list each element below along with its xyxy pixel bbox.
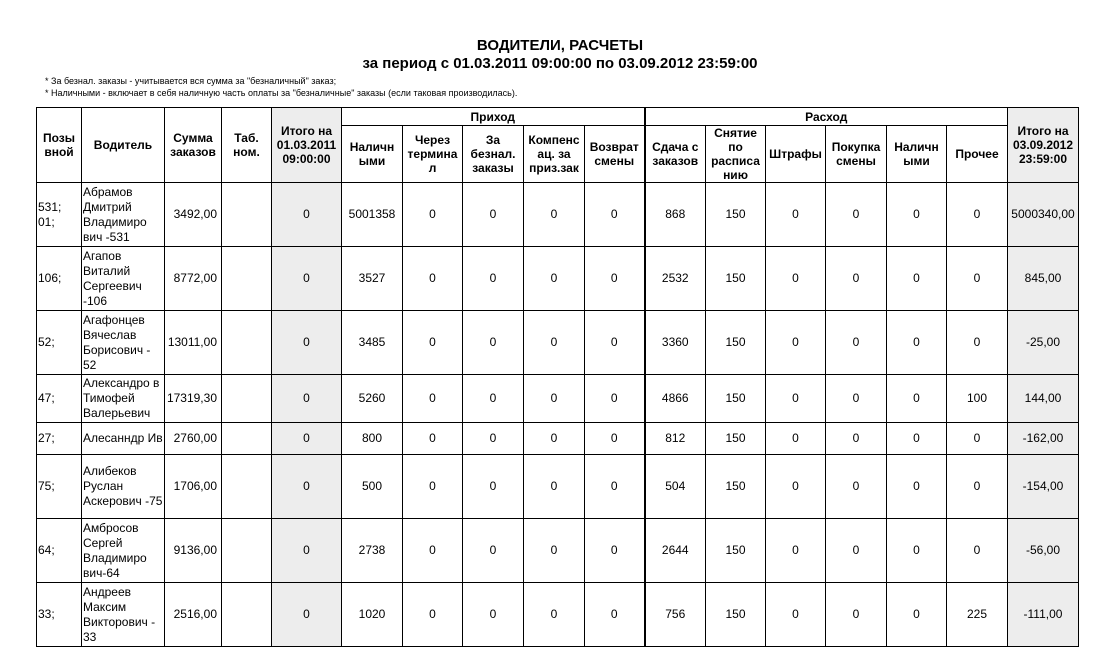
cell-noncash: 0 [463,519,524,583]
cell-closing: 5000340,00 [1008,183,1079,247]
cell-tab [222,311,272,375]
report-note-2: * Наличными - включает в себя наличную часть оплаты за "безналичные" заказы (если таковая производилась). [45,88,518,98]
cell-sum: 9136,00 [165,519,222,583]
cell-terminal: 0 [403,375,463,423]
cell-terminal: 0 [403,455,463,519]
cell-compensation: 0 [524,455,585,519]
cell-closing: -25,00 [1008,311,1079,375]
cell-driver: Александро в Тимофей Валерьевич [82,375,165,423]
cell-cash: 3527 [342,247,403,311]
cell-shift-purchase: 0 [826,311,887,375]
header-terminal: Через термина л [403,126,463,183]
header-group-expense: Расход [645,108,1008,126]
cell-sum: 3492,00 [165,183,222,247]
cell-fines: 0 [766,455,826,519]
header-opening: Итого на 01.03.2011 09:00:00 [272,108,342,183]
cell-order-handover: 504 [645,455,706,519]
cell-sum: 2516,00 [165,583,222,647]
header-cash-out: Наличн ыми [887,126,947,183]
table-row [37,183,1079,247]
cell-closing: -111,00 [1008,583,1079,647]
header-driver: Водитель [82,108,165,183]
cell-tab [222,455,272,519]
cell-other: 0 [947,183,1008,247]
header-compensation: Компенс ац. за приз.зак [524,126,585,183]
header-schedule: Снятие по расписа нию [706,126,766,183]
cell-opening: 0 [272,423,342,455]
cell-refund: 0 [585,455,645,519]
cell-refund: 0 [585,423,645,455]
cell-compensation: 0 [524,519,585,583]
cell-tab [222,519,272,583]
cell-pos: 531; 01; [37,183,82,247]
cell-other: 100 [947,375,1008,423]
cell-other: 0 [947,247,1008,311]
cell-terminal: 0 [403,583,463,647]
cell-compensation: 0 [524,311,585,375]
cell-sum: 8772,00 [165,247,222,311]
cell-order-handover: 2532 [645,247,706,311]
cell-other: 0 [947,455,1008,519]
cell-other: 0 [947,519,1008,583]
cell-noncash: 0 [463,375,524,423]
cell-cash: 3485 [342,311,403,375]
table-row [37,583,1079,647]
cell-compensation: 0 [524,583,585,647]
cell-pos: 47; [37,375,82,423]
cell-refund: 0 [585,247,645,311]
cell-closing: -154,00 [1008,455,1079,519]
cell-sum: 13011,00 [165,311,222,375]
table-row [37,423,1079,455]
cell-order-handover: 4866 [645,375,706,423]
cell-terminal: 0 [403,423,463,455]
cell-closing: -56,00 [1008,519,1079,583]
cell-fines: 0 [766,583,826,647]
cell-other: 0 [947,423,1008,455]
cell-opening: 0 [272,247,342,311]
cell-tab [222,375,272,423]
cell-driver: Алибеков Руслан Аскерович -75 [82,455,165,519]
cell-cash-out: 0 [887,311,947,375]
cell-schedule: 150 [706,183,766,247]
cell-other: 225 [947,583,1008,647]
cell-pos: 52; [37,311,82,375]
cell-tab [222,183,272,247]
table-row [37,455,1079,519]
cell-cash: 2738 [342,519,403,583]
cell-cash: 5001358 [342,183,403,247]
cell-schedule: 150 [706,519,766,583]
cell-schedule: 150 [706,311,766,375]
drivers-settlement-table [36,107,1079,647]
cell-cash-out: 0 [887,183,947,247]
cell-opening: 0 [272,311,342,375]
cell-opening: 0 [272,583,342,647]
cell-refund: 0 [585,311,645,375]
cell-cash-out: 0 [887,455,947,519]
cell-compensation: 0 [524,375,585,423]
cell-sum: 17319,30 [165,375,222,423]
header-sum: Сумма заказов [165,108,222,183]
cell-driver: Агапов Виталий Сергеевич -106 [82,247,165,311]
cell-order-handover: 2644 [645,519,706,583]
cell-opening: 0 [272,519,342,583]
cell-shift-purchase: 0 [826,247,887,311]
cell-refund: 0 [585,375,645,423]
cell-terminal: 0 [403,519,463,583]
cell-schedule: 150 [706,247,766,311]
cell-closing: 845,00 [1008,247,1079,311]
cell-shift-purchase: 0 [826,455,887,519]
cell-closing: -162,00 [1008,423,1079,455]
cell-tab [222,583,272,647]
cell-schedule: 150 [706,583,766,647]
cell-order-handover: 756 [645,583,706,647]
cell-pos: 27; [37,423,82,455]
cell-compensation: 0 [524,423,585,455]
header-group-income: Приход [342,108,645,126]
cell-terminal: 0 [403,247,463,311]
cell-compensation: 0 [524,183,585,247]
header-shift-purchase: Покупка смены [826,126,887,183]
cell-shift-purchase: 0 [826,375,887,423]
cell-driver: Алесанндр Ив [82,423,165,455]
cell-terminal: 0 [403,183,463,247]
cell-schedule: 150 [706,423,766,455]
cell-fines: 0 [766,423,826,455]
cell-noncash: 0 [463,247,524,311]
cell-schedule: 150 [706,455,766,519]
cell-driver: Амбросов Сергей Владимиро вич-64 [82,519,165,583]
cell-sum: 1706,00 [165,455,222,519]
header-closing: Итого на 03.09.2012 23:59:00 [1008,108,1079,183]
cell-noncash: 0 [463,583,524,647]
cell-pos: 106; [37,247,82,311]
table-row [37,375,1079,423]
cell-fines: 0 [766,311,826,375]
header-noncash: За безнал. заказы [463,126,524,183]
header-pos: Позы вной [37,108,82,183]
report-title: ВОДИТЕЛИ, РАСЧЕТЫ [476,37,644,54]
cell-fines: 0 [766,183,826,247]
cell-tab [222,247,272,311]
header-order-handover: Сдача с заказов [645,126,706,183]
cell-sum: 2760,00 [165,423,222,455]
report-note-1: * За безнал. заказы - учитывается вся сумма за "безналичный" заказ; [45,76,337,86]
header-other: Прочее [947,126,1008,183]
cell-noncash: 0 [463,423,524,455]
cell-driver: Андреев Максим Викторович - 33 [82,583,165,647]
cell-order-handover: 868 [645,183,706,247]
cell-refund: 0 [585,183,645,247]
cell-opening: 0 [272,183,342,247]
cell-cash-out: 0 [887,247,947,311]
header-refund: Возврат смены [585,126,645,183]
cell-cash: 500 [342,455,403,519]
cell-cash-out: 0 [887,375,947,423]
table-row [37,519,1079,583]
cell-pos: 64; [37,519,82,583]
cell-cash: 1020 [342,583,403,647]
table-row [37,311,1079,375]
table-row [37,247,1079,311]
header-fines: Штрафы [766,126,826,183]
cell-compensation: 0 [524,247,585,311]
cell-noncash: 0 [463,183,524,247]
cell-other: 0 [947,311,1008,375]
report-period: за период с 01.03.2011 09:00:00 по 03.09.2012 23:59:00 [362,55,758,72]
cell-cash: 5260 [342,375,403,423]
cell-cash-out: 0 [887,519,947,583]
cell-fines: 0 [766,247,826,311]
header-tab: Таб. ном. [222,108,272,183]
cell-fines: 0 [766,375,826,423]
cell-opening: 0 [272,375,342,423]
cell-opening: 0 [272,455,342,519]
cell-tab [222,423,272,455]
cell-driver: Агафонцев Вячеслав Борисович - 52 [82,311,165,375]
cell-pos: 33; [37,583,82,647]
cell-cash-out: 0 [887,583,947,647]
cell-pos: 75; [37,455,82,519]
cell-driver: Абрамов Дмитрий Владимиро вич -531 [82,183,165,247]
cell-closing: 144,00 [1008,375,1079,423]
cell-shift-purchase: 0 [826,183,887,247]
cell-shift-purchase: 0 [826,423,887,455]
cell-refund: 0 [585,583,645,647]
cell-shift-purchase: 0 [826,583,887,647]
cell-refund: 0 [585,519,645,583]
cell-shift-purchase: 0 [826,519,887,583]
header-cash: Наличн ыми [342,126,403,183]
cell-order-handover: 3360 [645,311,706,375]
cell-noncash: 0 [463,311,524,375]
cell-cash-out: 0 [887,423,947,455]
cell-terminal: 0 [403,311,463,375]
cell-order-handover: 812 [645,423,706,455]
cell-noncash: 0 [463,455,524,519]
cell-fines: 0 [766,519,826,583]
cell-schedule: 150 [706,375,766,423]
cell-cash: 800 [342,423,403,455]
